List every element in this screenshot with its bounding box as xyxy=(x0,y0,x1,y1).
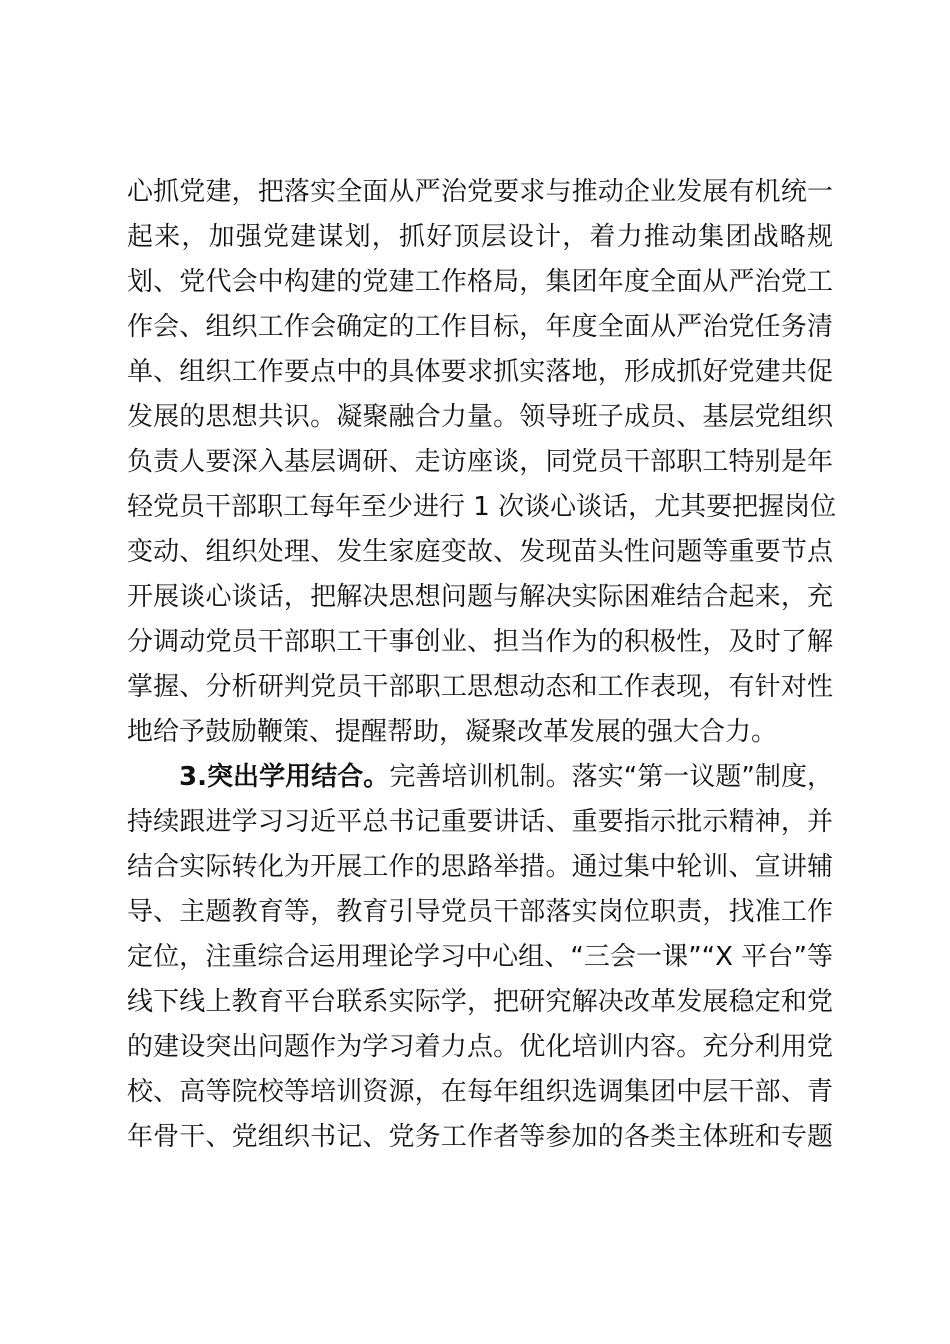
text-line: 心抓党建，把落实全面从严治党要求与推动企业发展有机统一 xyxy=(127,177,833,207)
text-line: 持续跟进学习习近平总书记重要讲话、重要指示批示精神，并 xyxy=(127,807,833,837)
text-line: 的建设突出问题作为学习着力点。优化培训内容。充分利用党 xyxy=(127,1032,833,1062)
text-line: 轻党员干部职工每年至少进行 1 次谈心谈话，尤其要把握岗位 xyxy=(127,492,837,522)
text-line: 导、主题教育等，教育引导党员干部落实岗位职责，找准工作 xyxy=(127,897,833,927)
text-line: 掌握、分析研判党员干部职工思想动态和工作表现，有针对性 xyxy=(127,672,833,702)
text-line: 分调动党员干部职工干事创业、担当作为的积极性，及时了解 xyxy=(127,627,833,657)
text-line: 校、高等院校等培训资源，在每年组织选调集团中层干部、青 xyxy=(127,1077,833,1107)
text-line: 定位，注重综合运用理论学习中心组、“三会一课”“X 平台”等 xyxy=(127,942,833,972)
text-line: 起来，加强党建谋划，抓好顶层设计，着力推动集团战略规 xyxy=(127,222,833,252)
section-heading: 3.突出学用结合。 xyxy=(179,762,390,792)
body-text xyxy=(127,170,837,1160)
text-line: 线下线上教育平台联系实际学，把研究解决改革发展稳定和党 xyxy=(127,987,833,1017)
text-run: 完善培训机制。落实“第一议题”制度， xyxy=(389,762,834,792)
paragraph-first-line xyxy=(127,755,833,800)
text-line: 开展谈心谈话，把解决思想问题与解决实际困难结合起来，充 xyxy=(127,582,833,612)
text-line: 变动、组织处理、发生家庭变故、发现苗头性问题等重要节点 xyxy=(127,537,833,567)
text-line: 作会、组织工作会确定的工作目标，年度全面从严治党任务清 xyxy=(127,312,833,342)
text-line: 发展的思想共识。凝聚融合力量。领导班子成员、基层党组织 xyxy=(127,402,833,432)
text-line: 负责人要深入基层调研、走访座谈，同党员干部职工特别是年 xyxy=(127,447,833,477)
text-line: 结合实际转化为开展工作的思路举措。通过集中轮训、宣讲辅 xyxy=(127,852,833,882)
text-line: 地给予鼓励鞭策、提醒帮助，凝聚改革发展的强大合力。 xyxy=(127,717,778,747)
text-line: 单、组织工作要点中的具体要求抓实落地，形成抓好党建共促 xyxy=(127,357,833,387)
text-line: 年骨干、党组织书记、党务工作者等参加的各类主体班和专题 xyxy=(127,1122,833,1152)
text-line: 划、党代会中构建的党建工作格局，集团年度全面从严治党工 xyxy=(127,267,833,297)
